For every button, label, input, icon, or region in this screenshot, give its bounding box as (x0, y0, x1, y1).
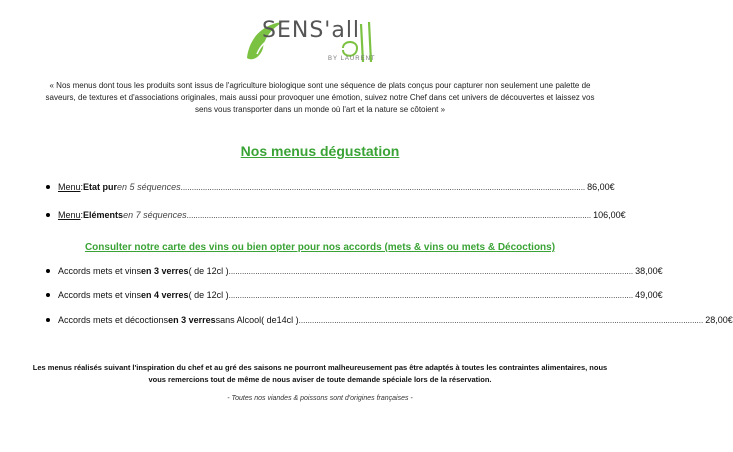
origin-footnote: - Toutes nos viandes & poissons sont d'origines françaises - (227, 395, 413, 402)
menu-item (46, 180, 615, 194)
page-title: Nos menus dégustation (240, 143, 400, 159)
bullet-icon (46, 318, 50, 322)
pairing-glasses: en 3 verres (168, 315, 216, 325)
bullet-icon (46, 293, 50, 297)
pairing-text: Accords mets et décoctions (58, 315, 169, 325)
menu-price: 106,00€ (593, 210, 626, 220)
menu-detail: en 5 séquences (117, 182, 181, 192)
bullet-icon (46, 269, 50, 273)
menu-prefix: Menu (58, 210, 81, 220)
menu-prefix: Menu (58, 182, 81, 192)
intro-paragraph: « Nos menus dont tous les produits sont issus de l'agriculture biologique sont une séquence de plats conçus pour capturer non seulement une palette de saveurs, de textures et d'associations originales, mais aussi pour provoquer une émotion, suivez notre Chef dans cet univers de découvertes et laissez vos sens vous transporter dans un monde où l'art et la nature se côtoient » (45, 81, 595, 114)
dot-leader: ...................................................................................................................................................................................... (298, 315, 704, 325)
menu-price: 86,00€ (587, 182, 615, 192)
menu-name: Eléments (83, 210, 124, 220)
dietary-note: Les menus réalisés suivant l'inspiration du chef et au gré des saisons ne pourront malheureusement pas être adaptés à toutes les contraintes alimentaires, nous vous remercions tout de même de nous aviser de toute demande spéciale lors de la réservation. (32, 363, 608, 384)
pairing-detail: ( de 12cl ) (188, 266, 229, 276)
pairing-detail: ( de 12cl ) (188, 290, 229, 300)
dot-leader: ...................................................................................................................................................................................... (228, 266, 634, 276)
menu-name: Etat pur (83, 182, 118, 192)
pairing-extra: sans Alcool (215, 315, 262, 325)
pairing-text: Accords mets et vins (58, 290, 142, 300)
pairing-price: 49,00€ (635, 290, 663, 300)
pairing-item (46, 288, 663, 302)
pairing-text: Accords mets et vins (58, 266, 142, 276)
pairing-price: 28,00€ (705, 315, 733, 325)
menu-detail: en 7 séquences (123, 210, 187, 220)
brand-name: SENS'all (262, 18, 361, 43)
menu-item (46, 208, 626, 222)
bullet-icon (46, 213, 50, 217)
dot-leader: ...................................................................................................................................................................................... (186, 210, 592, 220)
pairing-glasses: en 4 verres (141, 290, 189, 300)
brand-byline: BY LAURENT (328, 56, 376, 62)
pairing-item (46, 264, 663, 278)
bullet-icon (46, 185, 50, 189)
dot-leader: ...................................................................................................................................................................................... (228, 290, 634, 300)
wine-pairing-title: Consulter notre carte des vins ou bien opter pour nos accords (mets & vins ou mets & Décoctions) (84, 242, 556, 253)
pairing-price: 38,00€ (635, 266, 663, 276)
dot-leader: ...................................................................................................................................................................................... (180, 182, 586, 192)
pairing-glasses: en 3 verres (141, 266, 189, 276)
menu-sep: : (80, 182, 84, 192)
menu-sep: : (80, 210, 84, 220)
pairing-item (46, 313, 733, 327)
pairing-detail: ( de14cl ) (261, 315, 299, 325)
